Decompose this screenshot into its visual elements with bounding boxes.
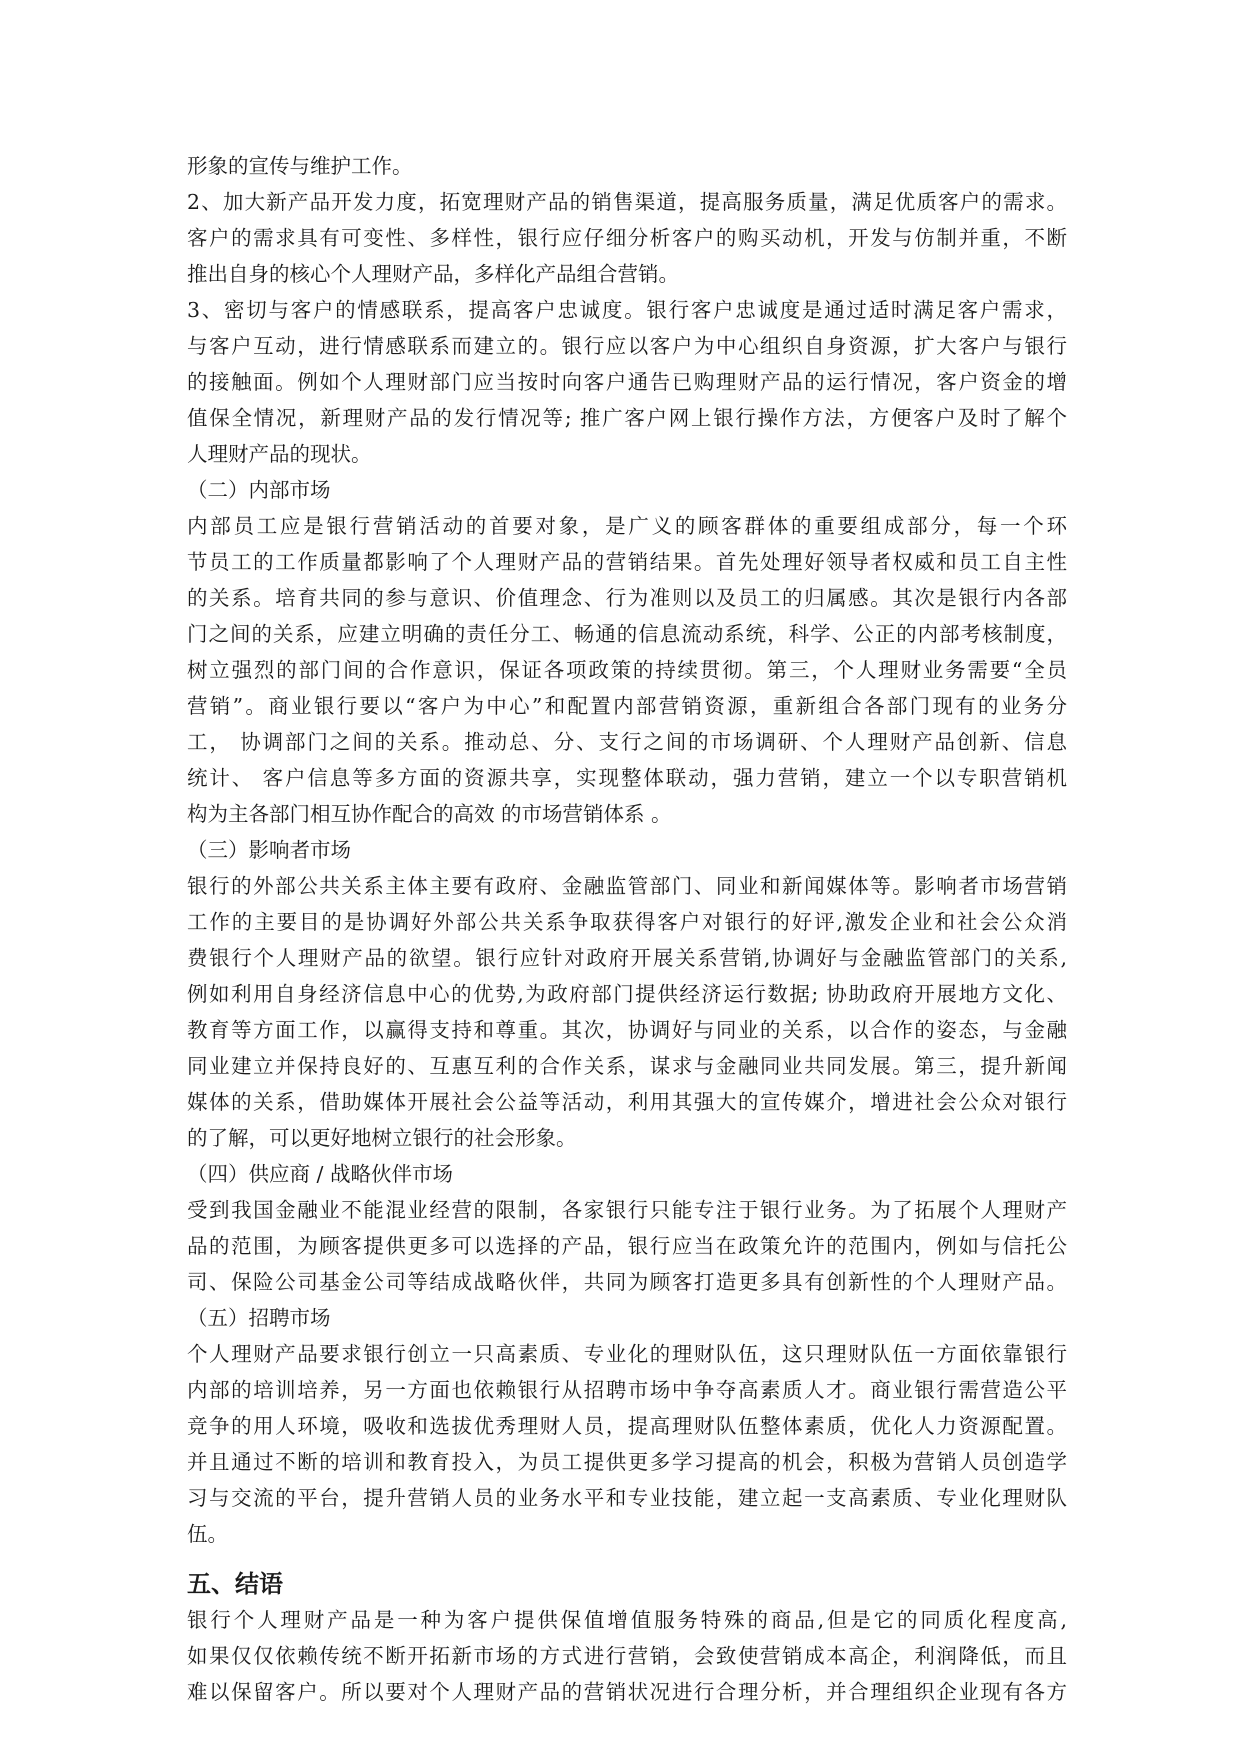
text-line: 推出自身的核心个人理财产品，多样化产品组合营销。 bbox=[187, 262, 679, 286]
text-line: 形象的宣传与维护工作。 bbox=[187, 154, 413, 178]
text-line: 同业建立并保持良好的、互惠互利的合作关系，谋求与金融同业共同发展。第三，提升新闻 bbox=[187, 1054, 1067, 1078]
text-line: 工作的主要目的是协调好外部公共关系争取获得客户对银行的好评,激发企业和社会公众消 bbox=[187, 910, 1067, 934]
text-line: 节员工的工作质量都影响了个人理财产品的营销结果。首先处理好领导者权威和员工自主性 bbox=[187, 550, 1067, 574]
section-heading: （二）内部市场 bbox=[187, 478, 331, 502]
text-line: 树立强烈的部门间的合作意识，保证各项政策的持续贯彻。第三，个人理财业务需要“全员 bbox=[187, 658, 1067, 682]
text-line: 并且通过不断的培训和教育投入，为员工提供更多学习提高的机会，积极为营销人员创造学 bbox=[187, 1450, 1067, 1474]
text-line: 工， 协调部门之间的关系。推动总、分、支行之间的市场调研、个人理财产品创新、信息 bbox=[187, 730, 1067, 754]
text-line: 的接触面。例如个人理财部门应当按时向客户通告已购理财产品的运行情况，客户资金的增 bbox=[187, 370, 1067, 394]
text-line: 受到我国金融业不能混业经营的限制，各家银行只能专注于银行业务。为了拓展个人理财产 bbox=[187, 1198, 1067, 1222]
text-line: 构为主各部门相互协作配合的高效 的市场营销体系 。 bbox=[187, 802, 672, 826]
text-line: 人理财产品的现状。 bbox=[187, 442, 372, 466]
text-line: 2、加大新产品开发力度，拓宽理财产品的销售渠道，提高服务质量，满足优质客户的需求。 bbox=[187, 190, 1067, 214]
text-line: 内部员工应是银行营销活动的首要对象，是广义的顾客群体的重要组成部分，每一个环 bbox=[187, 514, 1067, 538]
text-line: 银行个人理财产品是一种为客户提供保值增值服务特殊的商品,但是它的同质化程度高, bbox=[187, 1608, 1067, 1632]
text-line: 伍。 bbox=[187, 1522, 228, 1546]
text-line: 客户的需求具有可变性、多样性，银行应仔细分析客户的购买动机，开发与仿制并重，不断 bbox=[187, 226, 1067, 250]
text-line: 银行的外部公共关系主体主要有政府、金融监管部门、同业和新闻媒体等。影响者市场营销 bbox=[187, 874, 1067, 898]
text-line: 教育等方面工作，以赢得支持和尊重。其次，协调好与同业的关系，以合作的姿态，与金融 bbox=[187, 1018, 1067, 1042]
text-line: 统计、 客户信息等多方面的资源共享，实现整体联动，强力营销，建立一个以专职营销机 bbox=[187, 766, 1067, 790]
text-line: 门之间的关系，应建立明确的责任分工、畅通的信息流动系统，科学、公正的内部考核制度， bbox=[187, 622, 1067, 646]
text-line: 与客户互动，进行情感联系而建立的。银行应以客户为中心组织自身资源，扩大客户与银行 bbox=[187, 334, 1067, 358]
text-line: 司、保险公司基金公司等结成战略伙伴，共同为顾客打造更多具有创新性的个人理财产品。 bbox=[187, 1270, 1067, 1294]
section-heading: （五）招聘市场 bbox=[187, 1306, 331, 1330]
text-line: 营销”。商业银行要以“客户为中心”和配置内部营销资源，重新组合各部门现有的业务分 bbox=[187, 694, 1067, 718]
text-line: 难以保留客户。所以要对个人理财产品的营销状况进行合理分析，并合理组织企业现有各方 bbox=[187, 1680, 1067, 1704]
text-line: 竞争的用人环境，吸收和选拔优秀理财人员，提高理财队伍整体素质，优化人力资源配置。 bbox=[187, 1414, 1067, 1438]
text-line: 3、密切与客户的情感联系，提高客户忠诚度。银行客户忠诚度是通过适时满足客户需求， bbox=[187, 298, 1067, 322]
text-line: 的了解，可以更好地树立银行的社会形象。 bbox=[187, 1126, 577, 1150]
text-line: 媒体的关系，借助媒体开展社会公益等活动，利用其强大的宣传媒介，增进社会公众对银行 bbox=[187, 1090, 1067, 1114]
text-line: 例如利用自身经济信息中心的优势,为政府部门提供经济运行数据; 协助政府开展地方文化、 bbox=[187, 982, 1067, 1006]
text-line: 费银行个人理财产品的欲望。银行应针对政府开展关系营销,协调好与金融监管部门的关系, bbox=[187, 946, 1067, 970]
text-line: 个人理财产品要求银行创立一只高素质、专业化的理财队伍，这只理财队伍一方面依靠银行 bbox=[187, 1342, 1067, 1366]
text-line: 如果仅仅依赖传统不断开拓新市场的方式进行营销，会致使营销成本高企，利润降低，而且 bbox=[187, 1644, 1067, 1668]
section-heading: （四）供应商 / 战略伙伴市场 bbox=[187, 1162, 453, 1186]
text-line: 习与交流的平台，提升营销人员的业务水平和专业技能，建立起一支高素质、专业化理财队 bbox=[187, 1486, 1067, 1510]
text-line: 品的范围，为顾客提供更多可以选择的产品，银行应当在政策允许的范围内，例如与信托公 bbox=[187, 1234, 1067, 1258]
text-line: 的关系。培育共同的参与意识、价值理念、行为准则以及员工的归属感。其次是银行内各部 bbox=[187, 586, 1067, 610]
text-line: 值保全情况，新理财产品的发行情况等; 推广客户网上银行操作方法，方便客户及时了解个 bbox=[187, 406, 1067, 430]
chapter-heading: 五、结语 bbox=[187, 1570, 283, 1598]
text-line: 内部的培训培养，另一方面也依赖银行从招聘市场中争夺高素质人才。商业银行需营造公平 bbox=[187, 1378, 1067, 1402]
section-heading: （三）影响者市场 bbox=[187, 838, 351, 862]
